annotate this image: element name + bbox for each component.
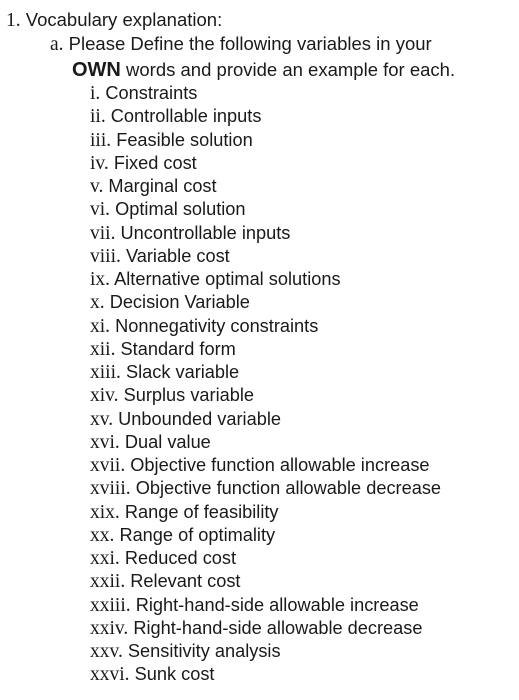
vocabulary-item — [90, 617, 441, 640]
item-label: Right-hand-side allowable increase — [135, 594, 419, 615]
vocabulary-item — [90, 82, 441, 105]
vocabulary-item — [90, 129, 441, 152]
item-numeral: ii. — [90, 106, 106, 128]
item-label: Controllable inputs — [110, 106, 262, 127]
subpart-a-line2 — [72, 58, 455, 82]
item-label: Variable cost — [125, 245, 230, 266]
item-numeral: xii. — [90, 338, 116, 360]
vocabulary-item — [90, 222, 441, 245]
item-numeral: vi. — [90, 199, 111, 221]
item-numeral: xxii. — [90, 571, 126, 593]
item-label: Sunk cost — [134, 664, 215, 685]
vocabulary-item — [90, 594, 441, 617]
question-heading — [6, 8, 222, 32]
vocabulary-item — [90, 268, 441, 291]
item-numeral: xvi. — [90, 431, 120, 453]
item-numeral: xxi. — [90, 548, 120, 569]
vocabulary-item — [90, 477, 441, 500]
item-numeral: viii. — [90, 245, 121, 267]
vocabulary-item — [90, 175, 441, 198]
item-label: Uncontrollable inputs — [120, 222, 291, 243]
vocabulary-item — [90, 570, 441, 593]
item-label: Nonnegativity constraints — [115, 315, 319, 336]
item-label: Standard form — [120, 338, 236, 359]
item-numeral: xv. — [90, 408, 114, 430]
item-label: Range of feasibility — [124, 501, 279, 522]
item-numeral: xx. — [90, 524, 115, 546]
vocabulary-item — [90, 384, 441, 407]
item-numeral: xxiii. — [90, 594, 131, 616]
vocabulary-item — [90, 152, 441, 175]
vocabulary-item — [90, 105, 441, 128]
item-numeral: xxv. — [90, 641, 123, 662]
vocabulary-item — [90, 454, 441, 477]
vocabulary-item — [90, 431, 441, 454]
subpart-instruction-line1: Please Define the following variables in your — [68, 33, 432, 54]
vocabulary-item — [90, 291, 441, 314]
item-numeral: v. — [90, 176, 104, 197]
item-numeral: xviii. — [90, 478, 131, 500]
item-numeral: iii. — [90, 129, 112, 151]
vocabulary-item — [90, 501, 441, 524]
item-label: Objective function allowable increase — [130, 455, 430, 475]
item-label: Fixed cost — [113, 152, 197, 173]
vocabulary-item — [90, 198, 441, 221]
item-label: Optimal solution — [115, 199, 246, 220]
subpart-instruction-line2: words and provide an example for each. — [126, 59, 456, 80]
item-numeral: xvii. — [90, 455, 126, 476]
item-label: Slack variable — [125, 362, 240, 382]
item-label: Marginal cost — [108, 176, 217, 196]
vocabulary-list — [90, 82, 441, 687]
item-label: Surplus variable — [123, 385, 255, 406]
item-numeral: ix. — [90, 269, 111, 290]
own-emphasis: OWN — [72, 59, 121, 81]
item-numeral: xiv. — [90, 385, 119, 407]
item-numeral: x. — [90, 292, 105, 314]
item-label: Range of optimality — [119, 524, 276, 545]
subpart-letter: a. — [50, 34, 64, 55]
question-number: 1. — [6, 10, 21, 31]
item-label: Constraints — [105, 83, 198, 103]
item-numeral: xxiv. — [90, 617, 129, 639]
item-label: Relevant cost — [130, 571, 241, 592]
item-numeral: vii. — [90, 222, 116, 244]
item-label: Alternative optimal solutions — [114, 269, 341, 289]
vocabulary-item — [90, 408, 441, 431]
vocabulary-item — [90, 547, 441, 570]
vocabulary-item — [90, 524, 441, 547]
item-numeral: xi. — [90, 315, 111, 337]
vocabulary-item — [90, 361, 441, 384]
item-label: Right-hand-side allowable decrease — [133, 617, 423, 638]
item-label: Reduced cost — [124, 548, 237, 568]
item-label: Decision Variable — [109, 292, 250, 313]
item-label: Feasible solution — [116, 129, 253, 150]
vocabulary-item — [90, 315, 441, 338]
item-label: Sensitivity analysis — [127, 641, 281, 661]
item-label: Unbounded variable — [118, 408, 281, 429]
vocabulary-item — [90, 245, 441, 268]
vocabulary-item — [90, 663, 441, 686]
vocabulary-item — [90, 640, 441, 663]
item-numeral: iv. — [90, 152, 109, 174]
item-numeral: xxvi. — [90, 664, 130, 686]
item-numeral: i. — [90, 83, 101, 104]
question-title: Vocabulary explanation: — [25, 9, 223, 30]
vocabulary-item — [90, 338, 441, 361]
item-label: Objective function allowable decrease — [135, 478, 442, 499]
subpart-a-line1 — [50, 32, 432, 56]
item-numeral: xiii. — [90, 362, 121, 383]
item-label: Dual value — [124, 431, 211, 452]
item-numeral: xix. — [90, 501, 120, 523]
